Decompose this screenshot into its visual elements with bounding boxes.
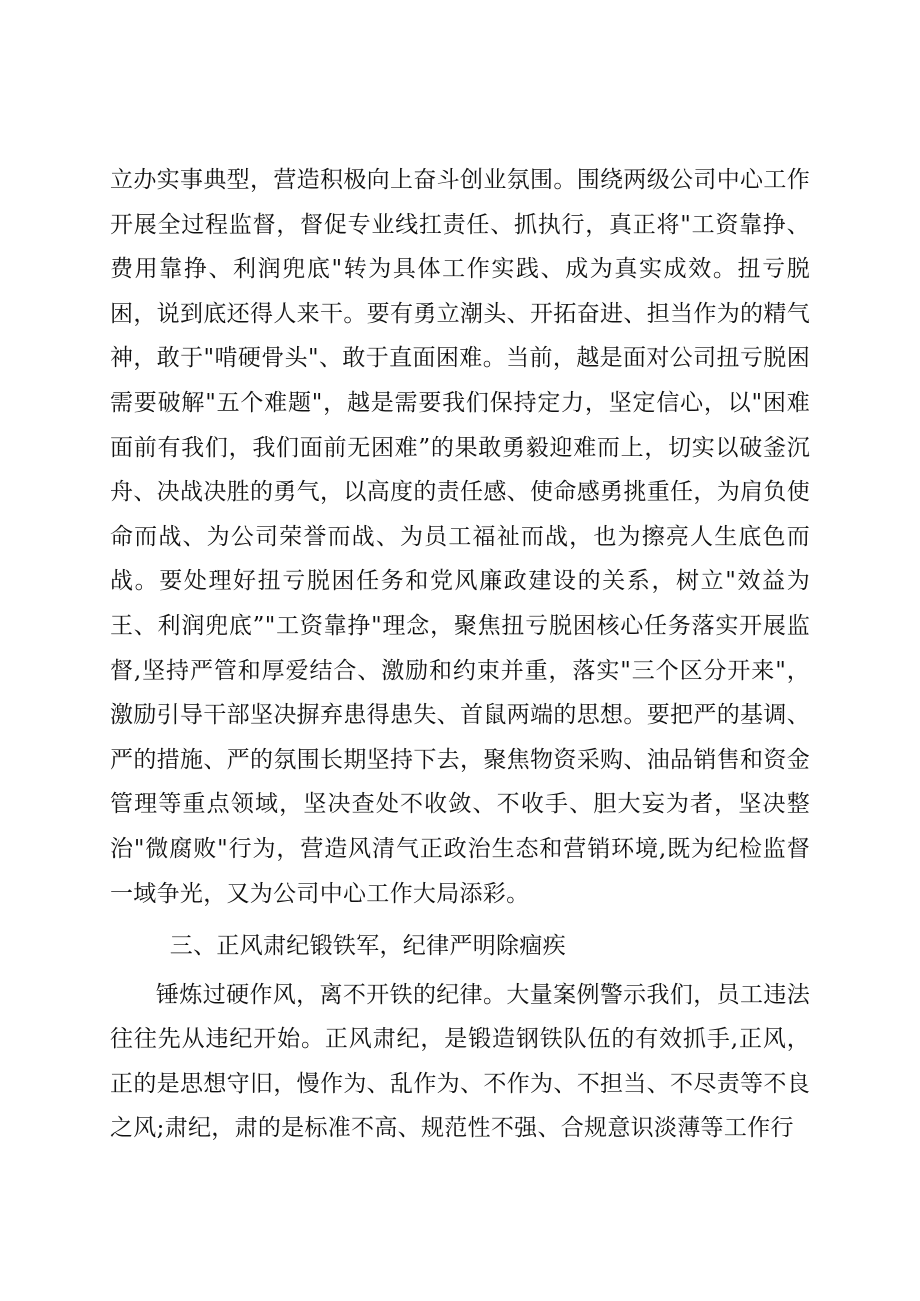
body-paragraph-2: 锤炼过硬作风，离不开铁的纪律。大量案例警示我们，员工违法往往先从违纪开始。正风肃纪，是锻造钢铁队伍的有效抓手,正风，正的是思想守旧，慢作为、乱作为、不作为、不担当、不尽责等不良之风;肃纪，肃的是标准不高、规范性不强、合规意识淡薄等工作行 <box>110 981 810 1142</box>
body-paragraph-1: 立办实事典型，营造积极向上奋斗创业氛围。围绕两级公司中心工作开展全过程监督，督促专业线扛责任、抓执行，真正将"工资靠挣、费用靠挣、利润兜底"转为具体工作实践、成为真实成效。扭亏脱困，说到底还得人来干。要有勇立潮头、开拓奋进、担当作为的精气神，敢于"啃硬骨头"、敢于直面困难。当前，越是面对公司扭亏脱困需要破解"五个难题"，越是需要我们保持定力，坚定信心，以"困难面前有我们，我们面前无困难”的果敢勇毅迎难而上，切实以破釜沉舟、决战决胜的勇气，以高度的责任感、使命感勇挑重任，为肩负使命而战、为公司荣誉而战、为员工福祉而战，也为擦亮人生底色而战。要处理好扭亏脱困任务和党风廉政建设的关系，树立"效益为王、利润兜底”"工资靠挣"理念，聚焦扭亏脱困核心任务落实开展监督,坚持严管和厚爱结合、激励和约束并重，落实"三个区分开来"，激励引导干部坚决摒弃患得患失、首鼠两端的思想。要把严的基调、严的措施、严的氛围长期坚持下去，聚焦物资采购、油品销售和资金管理等重点领域，坚决查处不收敛、不收手、胆大妄为者，坚决整治"微腐败"行为，营造风清气正政治生态和营销环境,既为纪检监督一域争光，又为公司中心工作大局添彩。 <box>110 167 810 907</box>
document-body <box>110 158 810 1151</box>
section-heading: 三、正风肃纪锻铁军，纪律严明除痼疾 <box>169 933 566 960</box>
section-heading-wrapper <box>110 924 810 969</box>
